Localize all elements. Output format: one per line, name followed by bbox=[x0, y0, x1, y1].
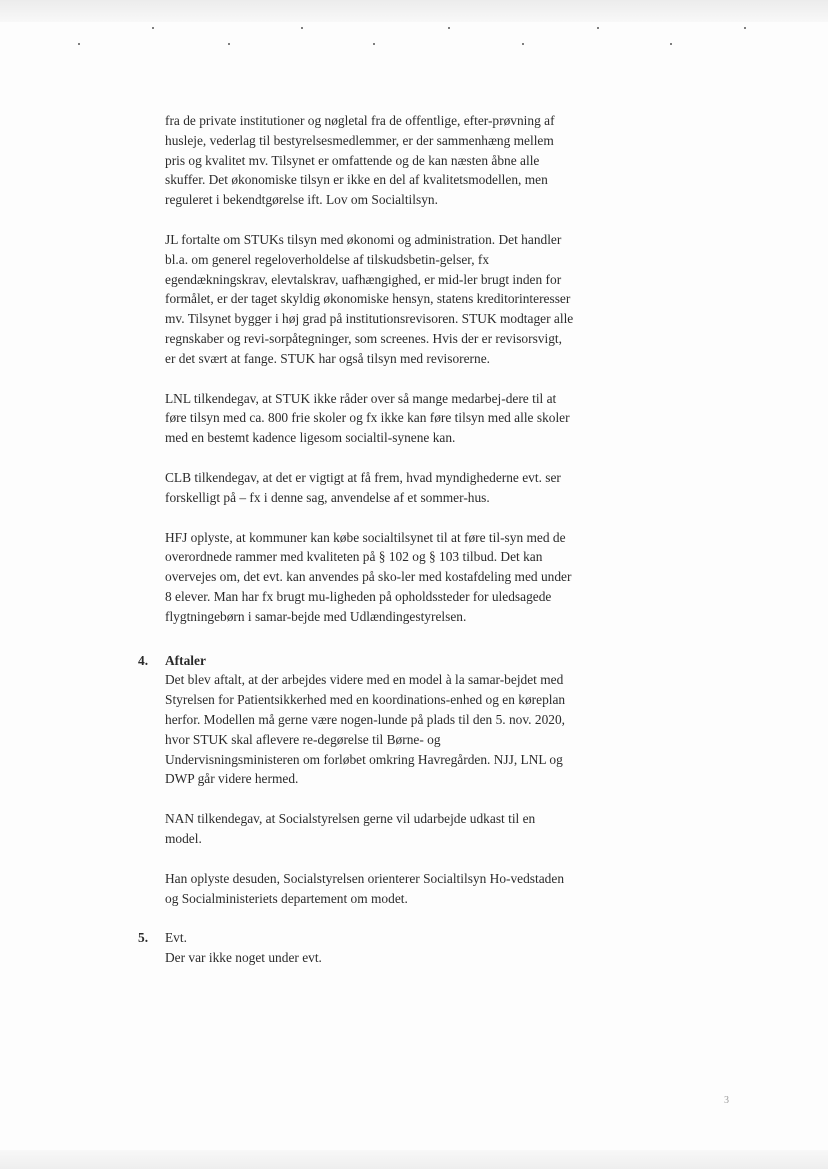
section-number: 5. bbox=[138, 930, 149, 946]
body-paragraph: LNL tilkendegav, at STUK ikke råder over så mange medarbej-dere til at føre tilsyn med ca. 800 frie skoler og fx ikke kan føre tilsyn med alle skoler med en bestemt kadence ligesom socialtil-synene kan. bbox=[165, 390, 570, 446]
body-paragraph: NAN tilkendegav, at Socialstyrelsen gerne vil udarbejde udkast til en model. bbox=[165, 811, 536, 846]
scan-artifact bbox=[78, 43, 80, 45]
scan-artifact bbox=[228, 43, 230, 45]
scan-artifact bbox=[670, 43, 672, 45]
body-paragraph: Han oplyste desuden, Socialstyrelsen orienterer Socialtilsyn Ho-vedstaden og Socialministeriets departement om modet. bbox=[165, 870, 565, 906]
scan-artifact bbox=[448, 27, 450, 29]
section-title: Aftaler bbox=[165, 652, 206, 668]
section-title: Evt. bbox=[165, 930, 187, 946]
scan-top-band bbox=[0, 0, 828, 22]
scan-artifact bbox=[597, 27, 599, 29]
section-evt bbox=[138, 928, 575, 968]
scan-artifact bbox=[744, 27, 746, 29]
body-paragraph: Der var ikke noget under evt. bbox=[165, 950, 322, 966]
scan-artifact bbox=[301, 27, 303, 29]
scan-bottom-band bbox=[0, 1150, 828, 1169]
body-paragraph: CLB tilkendegav, at det er vigtigt at få frem, hvad myndighederne evt. ser forskelligt på – fx i denne sag, anvendelse af et sommer-hus. bbox=[165, 469, 561, 505]
document-body bbox=[138, 111, 575, 988]
section-number: 4. bbox=[138, 652, 149, 668]
body-paragraph: HFJ oplyste, at kommuner kan købe socialtilsynet til at føre til-syn med de overordnede rammer med kvaliteten på § 102 og § 103 tilbud. Det kan overvejes om, det evt. kan anvendes på sko-ler med kostafdeling med under 8 elever. Man har fx brugt mu-ligheden på opholdssteder for uledsagede flygtningebørn i samar-bejde med Udlændingestyrelsen. bbox=[165, 529, 572, 624]
scan-artifact bbox=[373, 43, 375, 45]
body-paragraph: JL fortalte om STUKs tilsyn med økonomi og administration. Det handler bl.a. om generel regeloverholdelse af tilskudsbetin-gelser, fx egendækningskrav, elevtalskrav, uafhængighed, er mid-ler brugt inden for formålet, er der taget skyldig økonomiske hensyn, statens kreditorinteresser mv. Tilsynet bygger i høj grad på institutionsrevisoren. STUK modtager alle regnskaber og revi-sorpåtegninger, som screenes. Hvis der er revisorsvigt, er det svært at fange. STUK har også tilsyn med revisorerne. bbox=[165, 231, 574, 366]
page-number: 3 bbox=[724, 1095, 729, 1106]
body-paragraph: fra de private institutioner og nøgletal fra de offentlige, efter-prøvning af husleje, vederlag til bestyrelsesmedlemmer, er der sammenhæng mellem pris og kvalitet mv. Tilsynet er omfattende og de kan næsten åbne alle skuffer. Det økonomiske tilsyn er ikke en del af kvalitetsmodellen, men reguleret i bekendtgørelse ift. Lov om Socialtilsyn. bbox=[165, 113, 555, 208]
scan-artifact bbox=[522, 43, 524, 45]
section-aftaler bbox=[138, 651, 575, 909]
body-paragraph: Det blev aftalt, at der arbejdes videre med en model à la samar-bejdet med Styrelsen for Patientsikkerhed med en koordinations-enhed og en køreplan herfor. Modellen må gerne være nogen-lunde på plads til den 5. nov. 2020, hvor STUK skal aflevere re-degørelse til Børne- og Undervisningsministeren om forløbet omkring Havregården. NJJ, LNL og DWP går videre hermed. bbox=[165, 672, 566, 787]
section-heading bbox=[138, 928, 575, 948]
section-heading bbox=[138, 651, 575, 671]
scan-artifact bbox=[152, 27, 154, 29]
